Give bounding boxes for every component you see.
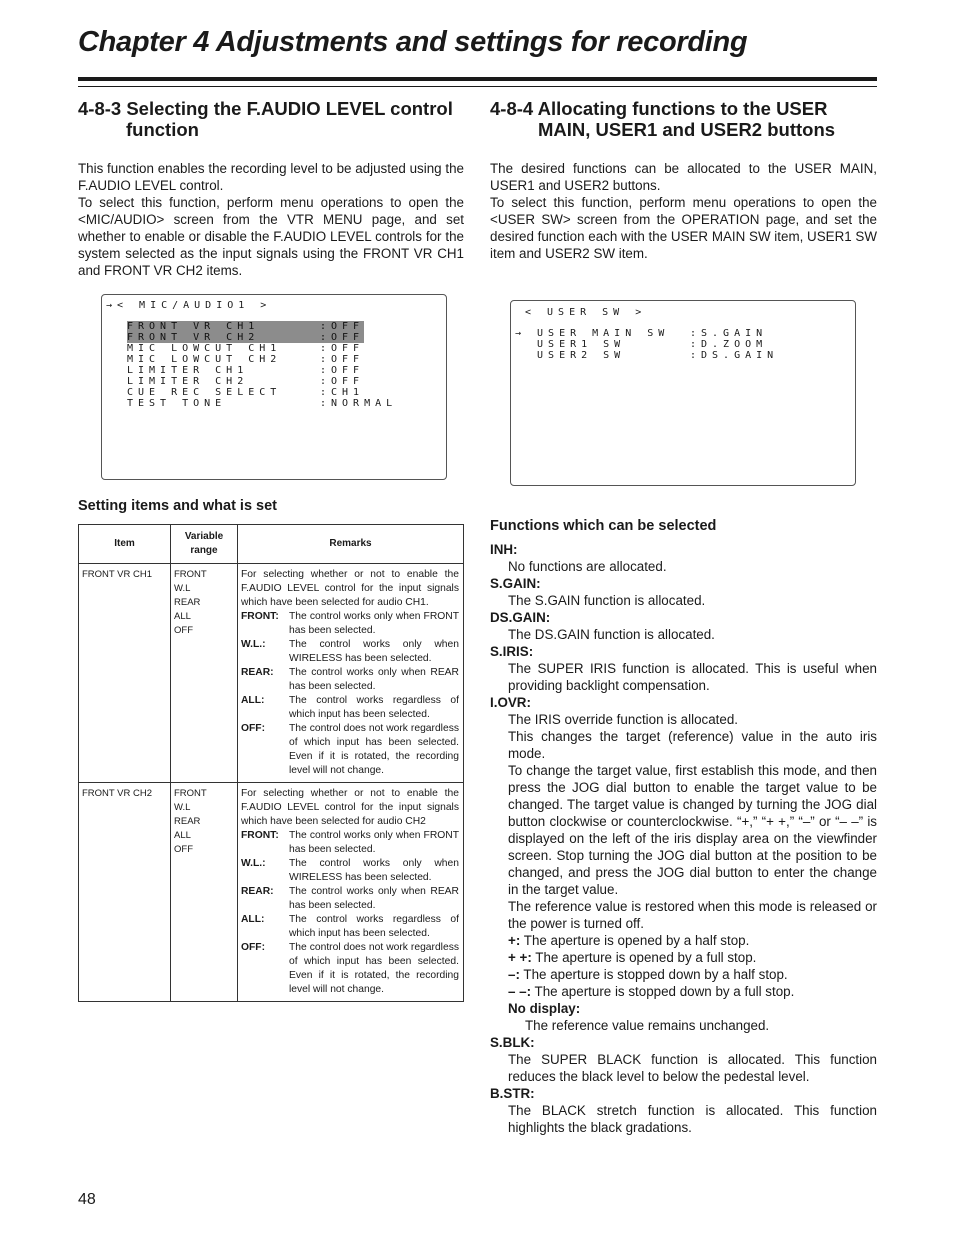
menu-row-value: :D.ZOOM (690, 339, 768, 350)
functions-heading: Functions which can be selected (490, 518, 717, 534)
remarks-option (241, 666, 459, 694)
range-option: OFF (174, 625, 193, 636)
remarks-intro: For selecting whether or not to enable the F.AUDIO LEVEL control for the input signals which have been selected for audio CH2 (241, 788, 459, 827)
option-key: +: (508, 933, 521, 948)
menu-row-value: :OFF (320, 376, 365, 387)
left-intro (78, 160, 464, 279)
range-option: ALL (174, 830, 191, 841)
menu-row-label: CUE REC SELECT (127, 387, 282, 398)
option-key: ALL: (241, 914, 265, 925)
fn-desc-sblk: The SUPER BLACK function is allocated. This function reduces the black level to below the pedestal level. (508, 1052, 877, 1084)
fn-desc-iovr-3: To change the target value, first establish this mode, and then press the JOG dial button to enable the target value to be changed. The target value is changed by turning the JOG dial button clockwise or counterclockwise. “+,” “+ +,” “–” or “– –” is displayed on the left of the iris display area on the viewfinder screen. Stop turning the JOG dial button at the position to be changed, and press the JOG dial button to enter the change in the target value. (508, 763, 877, 897)
option-text: The control works only when REAR has been selected. (289, 886, 459, 911)
right-intro (490, 160, 877, 262)
range-option: REAR (174, 597, 201, 608)
fn-desc-inh: No functions are allocated. (508, 559, 667, 574)
fn-term-sblk: S.BLK: (490, 1035, 535, 1050)
fn-term-bstr: B.STR: (490, 1086, 535, 1101)
option-key: FRONT: (241, 830, 279, 841)
menu-title: < USER SW > (525, 307, 647, 318)
menu-row-value: :CH1 (320, 387, 365, 398)
option-text: The control works regardless of which input has been selected. (289, 695, 459, 720)
menu-row-label: LIMITER CH1 (127, 365, 249, 376)
option-key: + +: (508, 950, 532, 965)
menu-row-label: USER2 SW (515, 350, 626, 361)
table-row (79, 783, 464, 1002)
range-option: W.L (174, 802, 191, 813)
table-heading: Setting items and what is set (78, 498, 278, 514)
iovr-option-nodisplay-text: The reference value remains unchanged. (525, 1018, 770, 1033)
option-text: The aperture is opened by a full stop. (531, 950, 757, 965)
menu-row-label: FRONT VR CH1 (127, 321, 357, 332)
range-option: ALL (174, 611, 191, 622)
fn-desc-bstr: The BLACK stretch function is allocated. This function highlights the black gradations. (508, 1103, 877, 1135)
menu-row-value: :OFF (320, 321, 365, 332)
row-item: FRONT VR CH2 (79, 783, 171, 1002)
option-text: The control works only when WIRELESS has been selected. (289, 639, 459, 664)
option-text: The control does not work regardless of which input has been selected. Even if it is rotated, the recording level will not change. (289, 942, 459, 995)
remarks-option (241, 638, 459, 666)
menu-row-value: :OFF (320, 343, 365, 354)
menu-row-value: :NORMAL (320, 398, 398, 409)
option-key: – –: (508, 984, 532, 999)
functions-list (490, 541, 877, 1136)
option-key: W.L.: (241, 639, 266, 650)
menu-row-value: :OFF (320, 354, 365, 365)
functions-section (490, 518, 877, 1136)
option-text: The control works only when FRONT has been selected. (289, 830, 459, 855)
fn-desc-iovr-2: This changes the target (reference) value in the auto iris mode. (508, 729, 877, 761)
option-text: The control works only when FRONT has been selected. (289, 611, 459, 636)
range-option: FRONT (174, 788, 207, 799)
menu-row-value: :OFF (320, 332, 365, 343)
option-key: W.L.: (241, 858, 266, 869)
fn-desc-dsgain: The DS.GAIN function is allocated. (508, 627, 715, 642)
menu-row-label: MIC LOWCUT CH1 (127, 343, 282, 354)
range-option: FRONT (174, 569, 207, 580)
option-key: ALL: (241, 695, 265, 706)
range-option: REAR (174, 816, 201, 827)
remarks-intro: For selecting whether or not to enable the F.AUDIO LEVEL control for the input signals which have been selected for audio CH1. (241, 569, 459, 608)
right-para-2: To select this function, perform menu operations to open the <USER SW> screen from the OPERATION page, and set the desired function each with the USER MAIN SW item, USER1 SW item and USER2 SW item. (490, 195, 877, 261)
table-row (79, 564, 464, 783)
fn-term-dsgain: DS.GAIN: (490, 610, 551, 625)
fn-term-iovr: I.OVR: (490, 695, 531, 710)
remarks-option (241, 913, 459, 941)
fn-term-sgain: S.GAIN: (490, 576, 541, 591)
option-text: The control does not work regardless of which input has been selected. Even if it is rotated, the recording level will not change. (289, 723, 459, 776)
left-para-1: This function enables the recording level to be adjusted using the F.AUDIO LEVEL control. (78, 161, 464, 193)
iovr-option-minus (508, 966, 877, 983)
range-option: OFF (174, 844, 193, 855)
row-item: FRONT VR CH1 (79, 564, 171, 783)
range-option: W.L (174, 583, 191, 594)
option-text: The control works only when REAR has been selected. (289, 667, 459, 692)
menu-row-label: LIMITER CH2 (127, 376, 249, 387)
header-range: Variable range (171, 525, 238, 564)
option-key: REAR: (241, 886, 274, 897)
chapter-title: Chapter 4 Adjustments and settings for recording (78, 26, 748, 58)
menu-row-label: USER1 SW (515, 339, 626, 350)
option-text: The control works only when WIRELESS has been selected. (289, 858, 459, 883)
menu-row-value: :OFF (320, 365, 365, 376)
option-key: OFF: (241, 942, 266, 953)
option-key: OFF: (241, 723, 266, 734)
row-range (171, 783, 238, 1002)
fn-desc-iovr-1: The IRIS override function is allocated. (508, 712, 738, 727)
menu-row-value: :DS.GAIN (690, 350, 779, 361)
option-text: The aperture is stopped down by a half stop. (519, 967, 788, 982)
remarks-option (241, 610, 459, 638)
remarks-option (241, 885, 459, 913)
page-number: 48 (78, 1191, 96, 1208)
iovr-option-nodisplay (508, 1000, 877, 1017)
fn-desc-iovr-4: The reference value is restored when this mode is released or the power is turned off. (508, 899, 877, 931)
iovr-option-plusplus (508, 949, 877, 966)
right-para-1: The desired functions can be allocated to the USER MAIN, USER1 and USER2 buttons. (490, 161, 877, 193)
option-key: –: (508, 967, 520, 982)
fn-desc-sgain: The S.GAIN function is allocated. (508, 593, 706, 608)
option-key: FRONT: (241, 611, 279, 622)
menu-row-value: :S.GAIN (690, 328, 768, 339)
menu-row-label: FRONT VR CH2 (127, 332, 357, 343)
table-header-row (79, 525, 464, 564)
header-item: Item (79, 525, 171, 564)
remarks-option (241, 829, 459, 857)
row-remarks (238, 564, 464, 783)
option-text: The control works regardless of which input has been selected. (289, 914, 459, 939)
menu-row-label: → USER MAIN SW (515, 328, 670, 339)
row-range (171, 564, 238, 783)
right-column (490, 98, 877, 262)
row-remarks (238, 783, 464, 1002)
option-key: No display: (508, 1001, 581, 1016)
settings-table (78, 524, 464, 1002)
remarks-option (241, 722, 459, 778)
left-para-2: To select this function, perform menu operations to open the <MIC/AUDIO> screen from the VTR MENU page, and set whether to enable or disable the F.AUDIO LEVEL controls for the system selected as the input signals using the FRONT VR CH1 and FRONT VR CH2 items. (78, 195, 464, 278)
mic-audio-menu-screen (101, 294, 447, 480)
option-text: The aperture is opened by a half stop. (520, 933, 750, 948)
menu-row-label: MIC LOWCUT CH2 (127, 354, 282, 365)
title-rule-thick (78, 77, 877, 81)
menu-title: →< MIC/AUDIO1 > (106, 300, 272, 311)
iovr-option-plus (508, 932, 877, 949)
user-sw-menu-screen (510, 300, 856, 486)
remarks-option (241, 857, 459, 885)
section-heading-4-8-4: 4-8-4 Allocating functions to the USER MAIN, USER1 and USER2 buttons (490, 98, 836, 140)
title-rule-thin (78, 86, 877, 87)
remarks-option (241, 694, 459, 722)
fn-desc-siris: The SUPER IRIS function is allocated. This is useful when providing backlight compensation. (508, 661, 877, 693)
option-key: REAR: (241, 667, 274, 678)
iovr-option-minusminus (508, 983, 877, 1000)
menu-row-label: TEST TONE (127, 398, 227, 409)
header-remarks: Remarks (238, 525, 464, 564)
option-text: The aperture is stopped down by a full stop. (531, 984, 795, 999)
fn-term-inh: INH: (490, 542, 518, 557)
left-column (78, 98, 464, 279)
remarks-option (241, 941, 459, 997)
fn-term-siris: S.IRIS: (490, 644, 534, 659)
section-heading-4-8-3: 4-8-3 Selecting the F.AUDIO LEVEL control function (78, 98, 453, 140)
